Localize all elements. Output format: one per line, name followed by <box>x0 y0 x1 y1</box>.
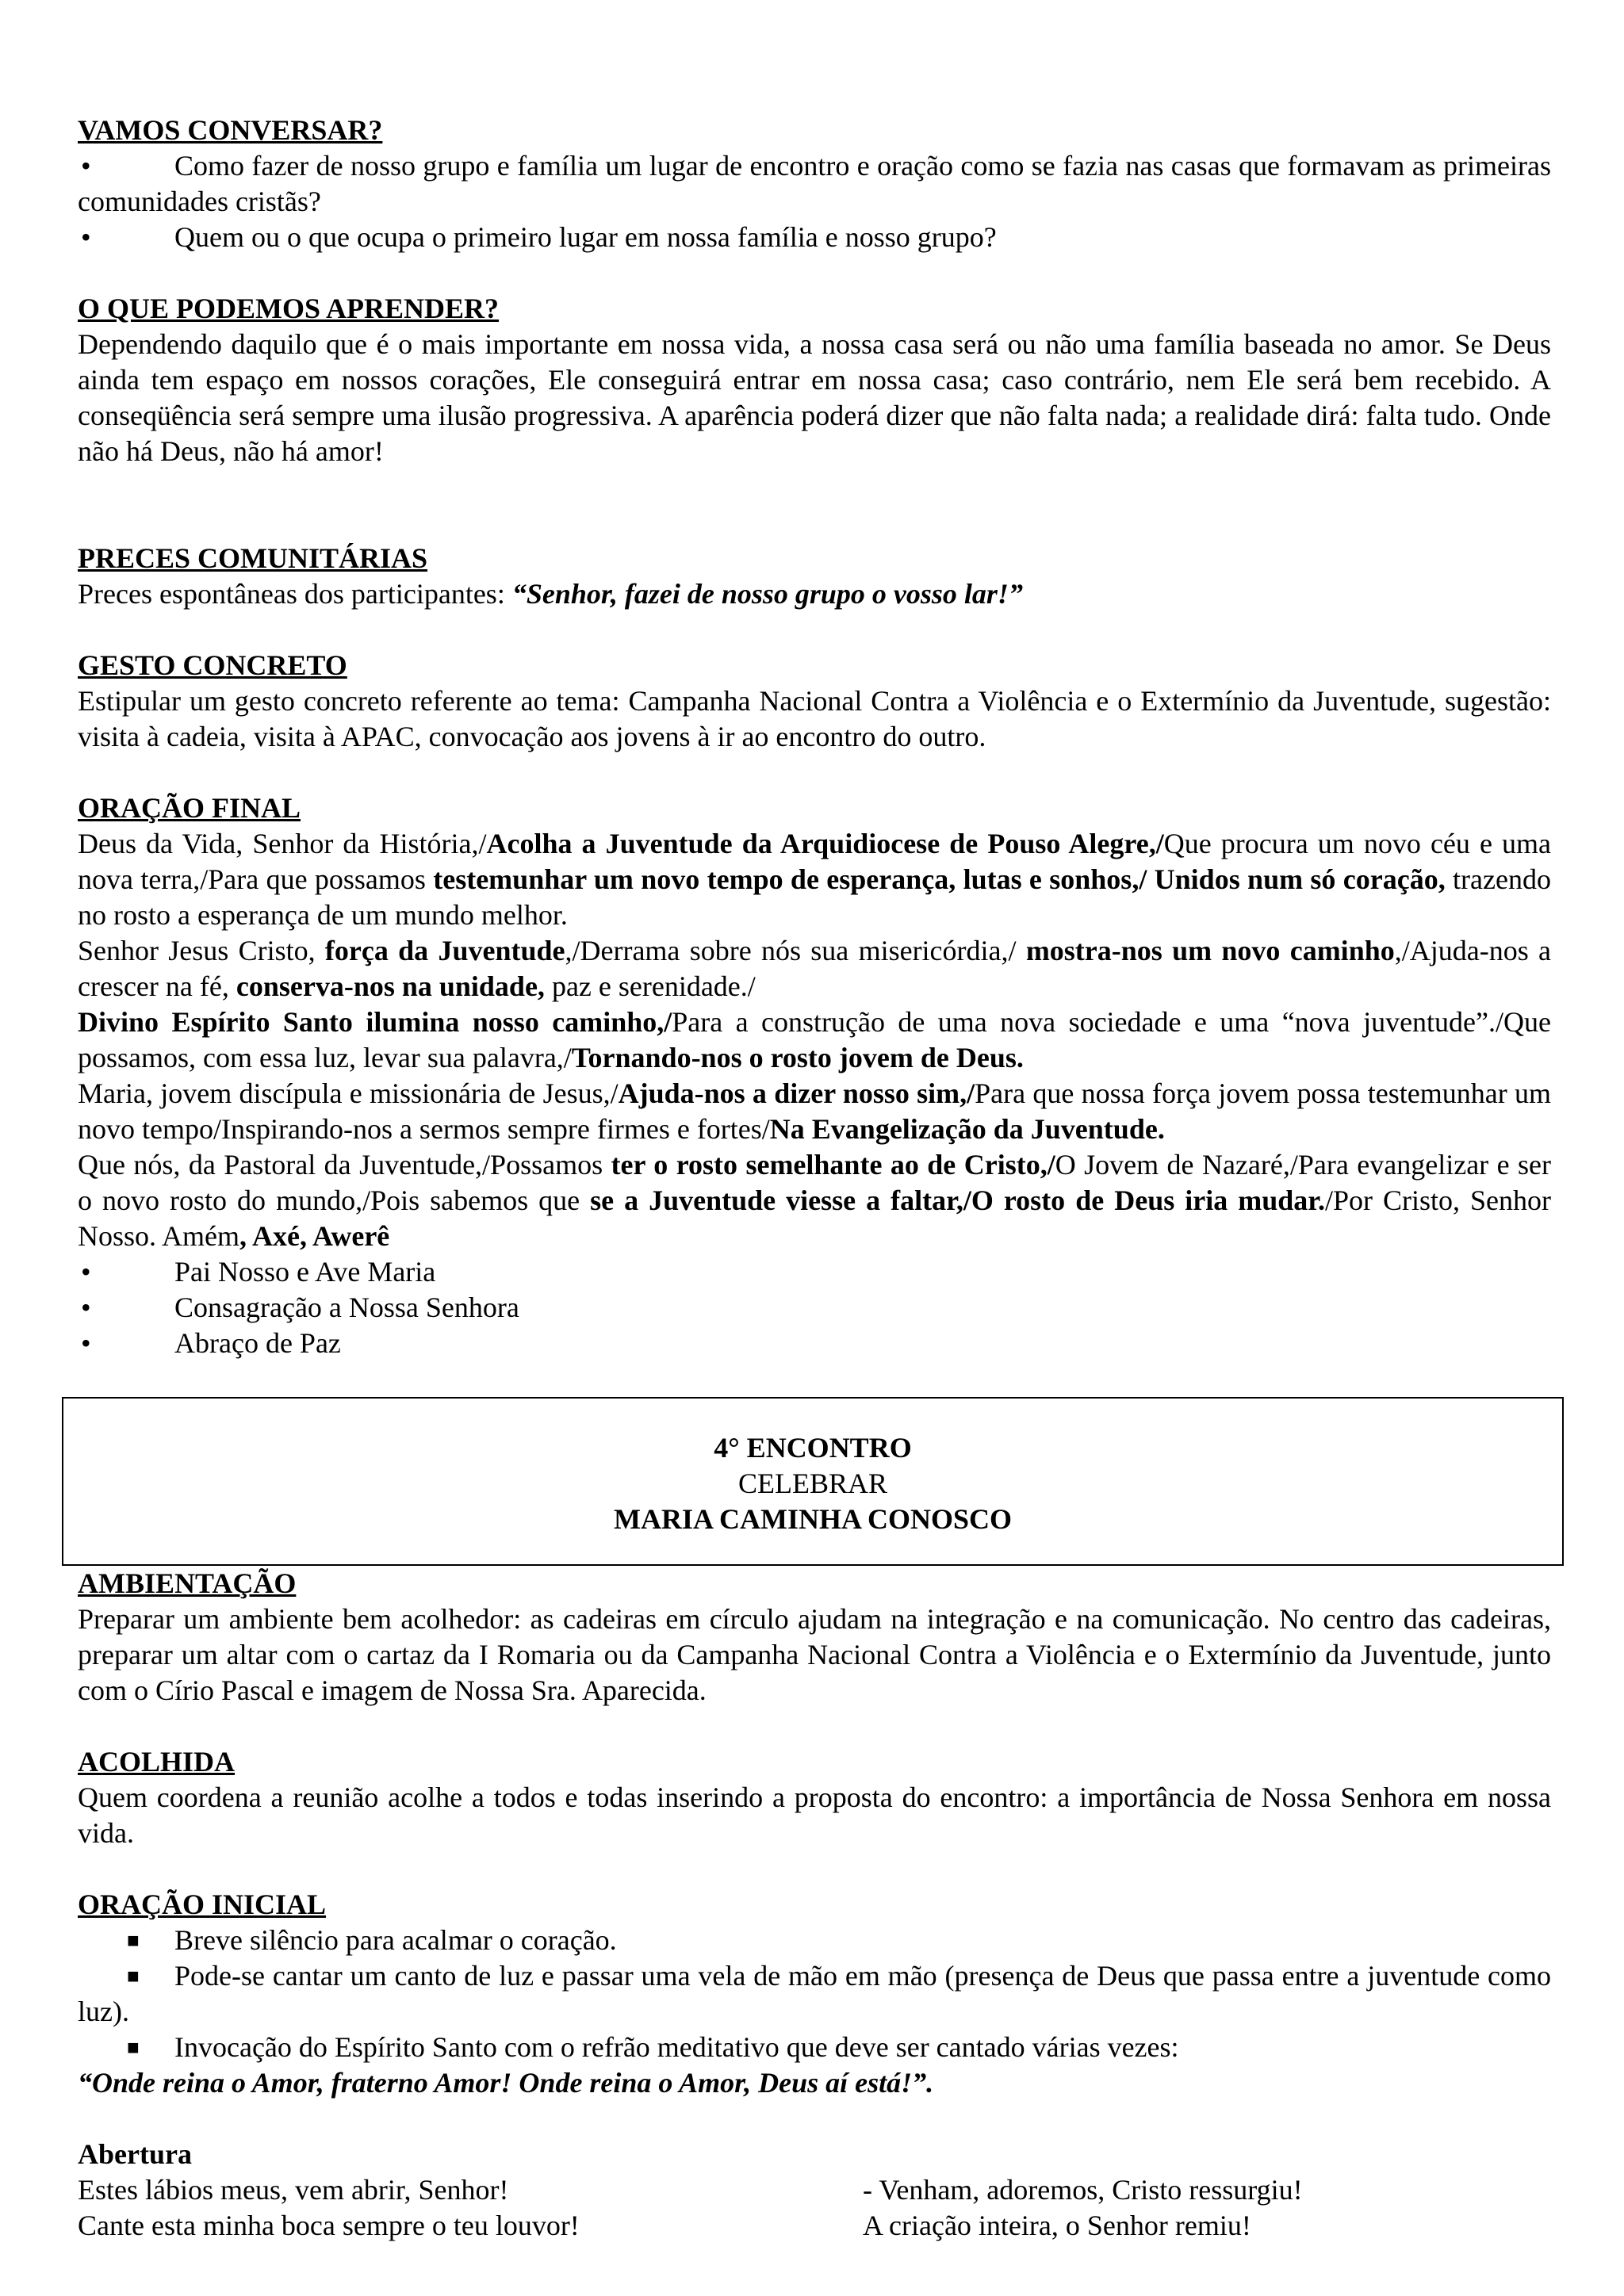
list-item: ■ Invocação do Espírito Santo com o refrão meditativo que deve ser cantado várias vezes: <box>78 2030 1551 2065</box>
verses-left <box>78 2172 863 2244</box>
section-title-gesto: GESTO CONCRETO <box>78 649 347 681</box>
section-title-vamos-conversar: VAMOS CONVERSAR? <box>78 114 383 146</box>
square-bullet-icon: ■ <box>127 2036 140 2059</box>
verse-line: A criação inteira, o Senhor remiu! <box>863 2210 1251 2241</box>
paragraph-gesto: Estipular um gesto concreto referente ao tema: Campanha Nacional Contra a Violência e o Extermínio da Juventude, sugestão: visita à cadeia, visita à APAC, convocação aos jovens à ir ao encontro do outro. <box>78 685 1551 752</box>
verse-line: Cante esta minha boca sempre o teu louvor! <box>78 2210 580 2241</box>
list-item: • Pai Nosso e Ave Maria <box>78 1254 1551 1290</box>
prayer-paragraph: Maria, jovem discípula e missionária de Jesus,/Ajuda-nos a dizer nosso sim,/Para que nossa força jovem possa testemunhar um novo tempo/Inspirando-nos a sermos sempre firmes e fortes/Na Evangelização da Juventude. <box>78 1077 1551 1145</box>
paragraph-preces: Preces espontâneas dos participantes: “Senhor, fazei de nosso grupo o vosso lar!” <box>78 578 1023 610</box>
encounter-title-box <box>62 1397 1564 1566</box>
encounter-subtitle: CELEBRAR <box>737 1468 887 1499</box>
square-bullet-icon: ■ <box>127 1965 140 1988</box>
bullet-icon: • <box>81 1256 91 1288</box>
verses-right <box>863 2172 1551 2244</box>
paragraph-aprender: Dependendo daquilo que é o mais importante em nossa vida, a nossa casa será ou não uma família baseada no amor. Se Deus ainda tem espaço em nossos corações, Ele conseguirá entrar em nossa casa; caso contrário, nem Ele será bem recebido. A conseqüência será sempre uma ilusão progressiva. A aparência poderá dizer que não falta nada; a realidade dirá: falta tudo. Onde não há Deus, não há amor! <box>78 328 1551 467</box>
list-item: • Como fazer de nosso grupo e família um lugar de encontro e oração como se fazia nas casas que formavam as primeiras comunidades cristãs? <box>78 150 1551 217</box>
paragraph-ambientacao: Preparar um ambiente bem acolhedor: as cadeiras em círculo ajudam na integração e na comunicação. No centro das cadeiras, preparar um altar com o cartaz da I Romaria ou da Campanha Nacional Contra a Violência e o Extermínio da Juventude, junto com o Círio Pascal e imagem de Nossa Sra. Aparecida. <box>78 1603 1551 1706</box>
section-title-preces: PRECES COMUNITÁRIAS <box>78 542 428 574</box>
paragraph-acolhida: Quem coordena a reunião acolhe a todos e todas inserindo a proposta do encontro: a importância de Nossa Senhora em nossa vida. <box>78 1781 1551 1849</box>
section-title-abertura: Abertura <box>78 2138 192 2170</box>
verse-line: - Venham, adoremos, Cristo ressurgiu! <box>863 2174 1303 2206</box>
list-item: ■ Pode-se cantar um canto de luz e passar uma vela de mão em mão (presença de Deus que passa entre a juventude como luz). <box>78 1960 1551 2027</box>
section-title-oracao-inicial: ORAÇÃO INICIAL <box>78 1888 327 1920</box>
section-title-aprender: O QUE PODEMOS APRENDER? <box>78 293 500 324</box>
bullet-icon: • <box>81 1292 91 1323</box>
encounter-theme: MARIA CAMINHA CONOSCO <box>613 1503 1012 1535</box>
bullet-icon: • <box>81 221 91 253</box>
bullet-icon: • <box>81 1327 91 1359</box>
prayer-paragraph: Divino Espírito Santo ilumina nosso caminho,/Para a construção de uma nova sociedade e uma “nova juventude”./Que possamos, com essa luz, levar sua palavra,/Tornando-nos o rosto jovem de Deus. <box>78 1006 1551 1073</box>
square-bullet-icon: ■ <box>127 1929 140 1952</box>
section-title-oracao-final: ORAÇÃO FINAL <box>78 792 301 824</box>
abertura-verses <box>78 2172 1551 2244</box>
verse-line: Estes lábios meus, vem abrir, Senhor! <box>78 2174 509 2206</box>
list-item: ■ Breve silêncio para acalmar o coração. <box>78 1923 1551 1958</box>
prayer-paragraph: Senhor Jesus Cristo, força da Juventude,/Derrama sobre nós sua misericórdia,/ mostra-nos um novo caminho,/Ajuda-nos a crescer na fé, conserva-nos na unidade, paz e serenidade./ <box>78 935 1551 1002</box>
list-item: • Consagração a Nossa Senhora <box>78 1290 1551 1326</box>
list-item: • Abraço de Paz <box>78 1326 1551 1361</box>
section-title-ambientacao: AMBIENTAÇÃO <box>78 1567 297 1599</box>
preces-quote: “Senhor, fazei de nosso grupo o vosso lar!” <box>511 578 1023 610</box>
document-page <box>78 113 1551 2244</box>
section-title-acolhida: ACOLHIDA <box>78 1746 236 1777</box>
list-item: • Quem ou o que ocupa o primeiro lugar em nossa família e nosso grupo? <box>78 220 1551 255</box>
refrain-quote: “Onde reina o Amor, fraterno Amor! Onde reina o Amor, Deus aí está!”. <box>78 2067 934 2099</box>
bullet-icon: • <box>81 150 91 182</box>
prayer-paragraph: Deus da Vida, Senhor da História,/Acolha a Juventude da Arquidiocese de Pouso Alegre,/Que procura um novo céu e uma nova terra,/Para que possamos testemunhar um novo tempo de esperança, lutas e sonhos,/ Unidos num só coração, trazendo no rosto a esperança de um mundo melhor. <box>78 828 1552 931</box>
encounter-number: 4° ENCONTRO <box>714 1432 912 1464</box>
prayer-paragraph: Que nós, da Pastoral da Juventude,/Possamos ter o rosto semelhante ao de Cristo,/O Jovem de Nazaré,/Para evangelizar e ser o novo rosto do mundo,/Pois sabemos que se a Juventude viesse a faltar,/O rosto de Deus iria mudar./Por Cristo, Senhor Nosso. Amém, Axé, Awerê <box>78 1149 1551 1252</box>
